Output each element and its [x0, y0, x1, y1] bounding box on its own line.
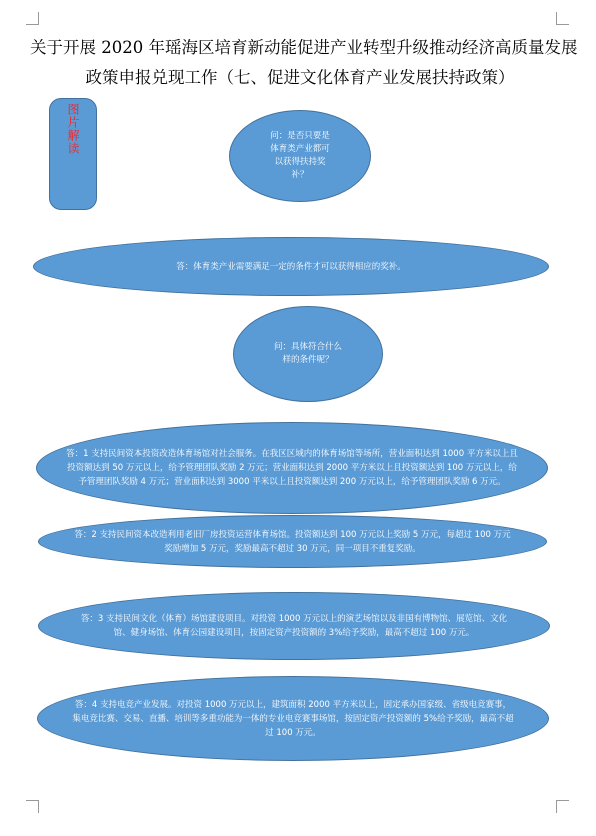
answer-bubble-2: [36, 422, 548, 514]
crop-mark-bottom-right: [556, 800, 569, 813]
answer-bubble-1: [33, 237, 549, 296]
question-1-text: 问：是否只要是体育类产业都可以获得扶持奖补？: [270, 131, 330, 180]
answer-2-text: 答：1 支持民间资本投资改造体育场馆对社会服务。在我区区域内的体育场馆等场所，营业面积达到 1000 平方米以上且投资额达到 50 万元以上，给予管理团队奖励 2 万元；营业面积达到 2000 平方米以上且投资额达到 100 万元以上，给予管理团队奖励 4 万元；营业面积达到 3000 平米以上且投资额达到 200 万元以上，给予管理团队奖励 6 万元。: [66, 449, 518, 487]
title-line-1: 关于开展 2020 年瑶海区培育新动能促进产业转型升级推动经济高质量发展: [30, 38, 578, 57]
answer-5-text: 答：4 支持电竞产业发展。对投资 1000 万元以上，建筑面积 2000 平方米以上，固定承办国家级、省级电竞赛事，集电竞比赛、交易、直播、培训等多重功能为一体的专业电竞赛事场馆，按固定资产投资额的 5%给予奖励，最高不超过 100 万元。: [72, 699, 514, 738]
answer-bubble-5: [37, 676, 549, 761]
answer-1-text: 答：体育类产业需要满足一定的条件才可以获得相应的奖补。: [176, 261, 406, 272]
crop-mark-top-left: [26, 12, 39, 25]
question-bubble-2: [233, 306, 383, 402]
crop-mark-bottom-left: [26, 800, 39, 813]
answer-bubble-4: [38, 592, 550, 660]
title-line-2: 政策申报兑现工作（七、促进文化体育产业发展扶持政策）: [85, 68, 515, 87]
image-interpretation-tag: [49, 98, 97, 210]
answer-4-text: 答：3 支持民间文化（体育）场馆建设项目。对投资 1000 万元以上的演艺场馆以及非国有博物馆、展览馆、文化馆、健身场馆、体育公园建设项目，按固定资产投资额的 3%给予奖励，最高不超过 100 万元。: [80, 614, 508, 638]
answer-3-text: 答：2 支持民间资本改造利用老旧厂房投资运营体育场馆。投资额达到 100 万元以上奖励 5 万元，每超过 100 万元奖励增加 5 万元，奖励最高不超过 30 万元，同一项目不重复奖励。: [74, 529, 511, 554]
document-title: [30, 33, 578, 93]
question-bubble-1: [229, 110, 371, 202]
question-2-text: 问：具体符合什么样的条件呢？: [274, 342, 343, 365]
tag-label: 图片解读: [66, 103, 80, 155]
answer-bubble-3: [38, 515, 547, 568]
crop-mark-top-right: [556, 12, 569, 25]
